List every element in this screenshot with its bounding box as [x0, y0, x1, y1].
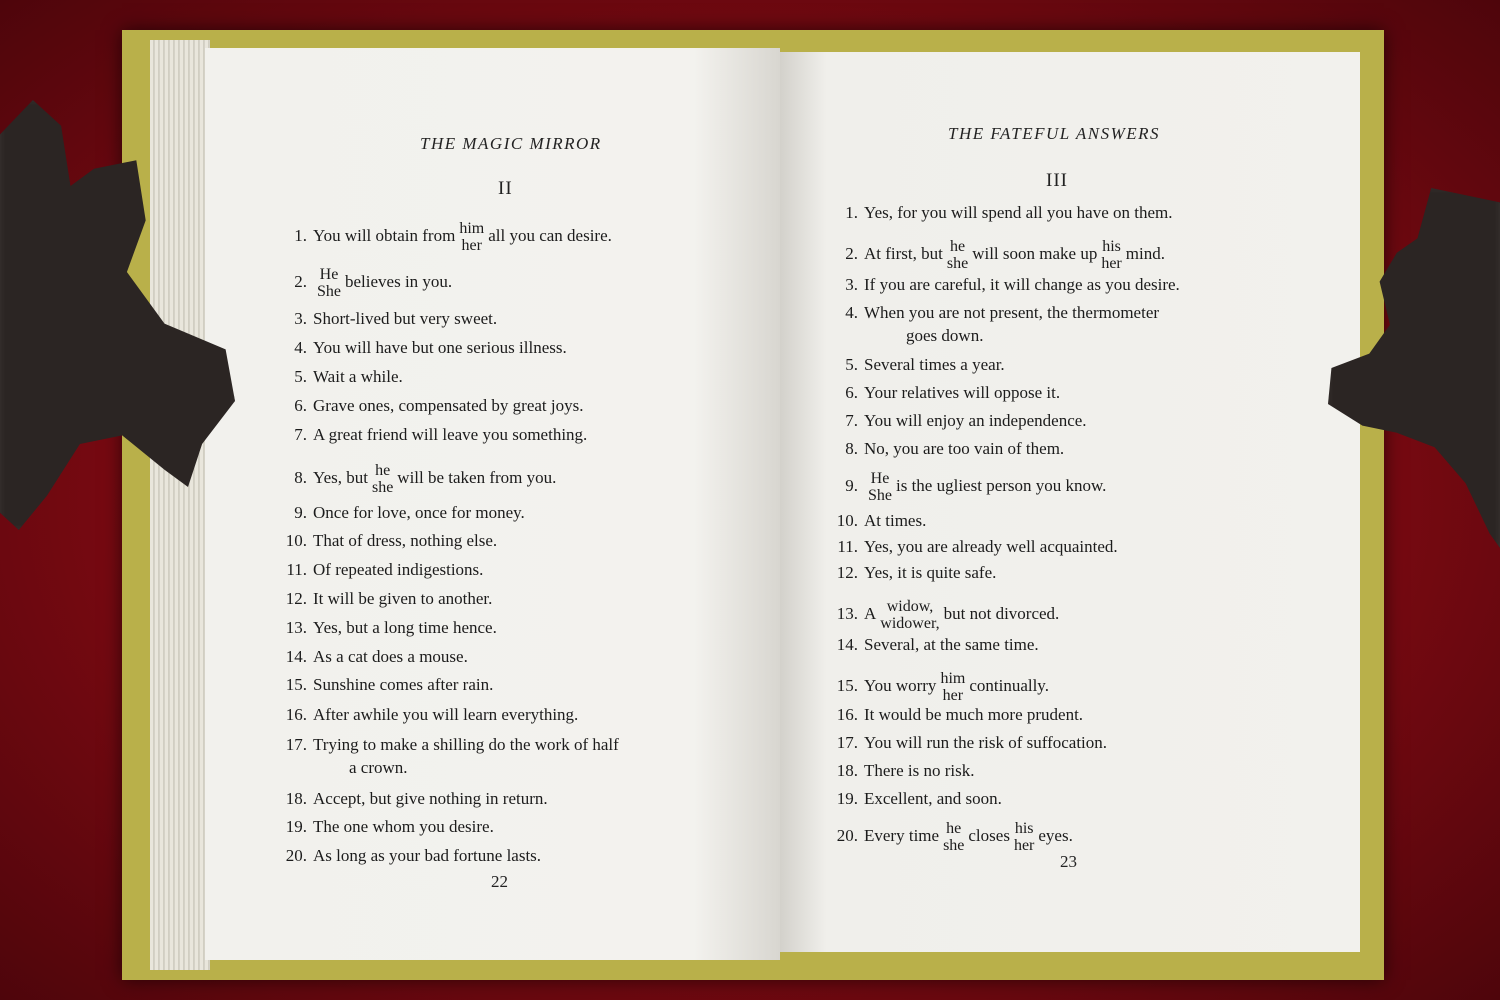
item-text: Excellent, and soon.	[864, 789, 1002, 808]
answer-item	[828, 354, 1005, 376]
item-continuation: goes down.	[906, 326, 984, 345]
pronoun-stack	[317, 266, 341, 300]
section-number: II	[498, 178, 513, 199]
pronoun-stack	[1014, 820, 1034, 854]
pronoun-option: her	[1101, 255, 1122, 272]
pronoun-stack	[1101, 238, 1121, 272]
item-continuation: a crown.	[349, 758, 408, 777]
pronoun-option: he	[949, 238, 966, 255]
pronoun-option: widower,	[880, 615, 940, 632]
item-number: 13.	[836, 603, 858, 623]
answer-item	[277, 674, 493, 696]
pronoun-option: she	[946, 255, 969, 272]
item-number: 17.	[285, 735, 307, 754]
item-number: 2.	[294, 271, 307, 291]
item-text: Every time	[864, 825, 940, 845]
answer-item	[828, 536, 1118, 558]
item-number: 15.	[836, 675, 858, 695]
pronoun-stack	[943, 820, 964, 854]
pronoun-option: She	[868, 487, 892, 504]
pronoun-stack	[459, 220, 484, 254]
item-number: 4.	[845, 303, 858, 322]
answer-item	[277, 366, 403, 388]
running-head: THE FATEFUL ANSWERS	[948, 124, 1161, 143]
page-number: 23	[1060, 852, 1077, 871]
right-page	[780, 52, 1360, 952]
item-number: 15.	[285, 675, 307, 694]
item-text: Sunshine comes after rain.	[313, 675, 494, 694]
item-text: Once for love, once for money.	[313, 503, 525, 522]
answer-item	[828, 598, 1059, 632]
item-number: 14.	[836, 635, 858, 654]
answer-item	[828, 410, 1087, 432]
answer-item	[828, 732, 1107, 754]
pronoun-option: She	[317, 283, 341, 300]
pronoun-stack	[947, 238, 968, 272]
item-text: As long as your bad fortune lasts.	[313, 846, 542, 865]
answer-item	[828, 438, 1064, 460]
item-text: You will enjoy an independence.	[864, 411, 1087, 430]
answer-item	[828, 382, 1060, 404]
item-text: Accept, but give nothing in return.	[313, 789, 548, 808]
answer-item	[277, 816, 494, 838]
answer-item	[828, 820, 1073, 854]
item-number: 12.	[836, 563, 858, 582]
answer-item	[277, 845, 541, 867]
page-edges	[150, 40, 210, 970]
item-text: The one whom you desire.	[313, 817, 494, 836]
item-text: believes in you.	[345, 271, 453, 291]
pronoun-option: widow,	[886, 598, 934, 615]
pronoun-option: he	[375, 462, 391, 479]
item-text: all you can desire.	[488, 225, 612, 245]
answer-item	[277, 220, 612, 254]
pronoun-stack	[372, 462, 393, 496]
left-page	[205, 48, 780, 960]
item-number: 10.	[836, 511, 858, 530]
item-text: Yes, you are already well acquainted.	[864, 537, 1118, 556]
answer-item	[277, 559, 483, 581]
item-number: 8.	[845, 439, 858, 458]
pronoun-option: him	[940, 670, 966, 687]
item-number: 7.	[845, 411, 858, 430]
section-number: III	[1046, 170, 1068, 191]
item-number: 10.	[285, 531, 307, 550]
answer-item	[277, 646, 468, 668]
item-number: 19.	[836, 789, 858, 808]
item-text: That of dress, nothing else.	[313, 531, 498, 550]
pronoun-option: He	[319, 266, 339, 283]
item-text: is the ugliest person you know.	[896, 475, 1107, 495]
item-number: 4.	[294, 338, 307, 357]
answer-item	[828, 510, 926, 532]
item-number: 16.	[836, 705, 858, 724]
item-text: Your relatives will oppose it.	[864, 383, 1061, 402]
answer-item	[828, 274, 1180, 296]
item-text: As a cat does a mouse.	[313, 647, 468, 666]
item-number: 9.	[294, 503, 307, 522]
item-number: 11.	[837, 537, 858, 556]
answer-item	[828, 562, 996, 584]
running-head: THE MAGIC MIRROR	[420, 134, 602, 153]
item-text: but not divorced.	[943, 603, 1060, 623]
answer-item	[277, 788, 548, 810]
item-text: It will be given to another.	[313, 589, 493, 608]
answer-item	[828, 238, 1165, 272]
answer-item	[828, 470, 1106, 504]
item-number: 20.	[285, 846, 307, 865]
item-text: Several times a year.	[864, 355, 1005, 374]
item-text: will be taken from you.	[397, 467, 557, 487]
item-text: It would be much more prudent.	[864, 705, 1084, 724]
item-number: 12.	[285, 589, 307, 608]
answer-item	[277, 395, 584, 417]
pronoun-option: she	[943, 837, 965, 854]
item-number: 16.	[285, 705, 307, 724]
pronoun-option: him	[459, 220, 485, 237]
answer-item	[828, 670, 1049, 704]
item-text: You will obtain from	[313, 225, 456, 245]
item-text: Trying to make a shilling do the work of half	[313, 735, 619, 754]
item-number: 7.	[294, 425, 307, 444]
pronoun-option: her	[1013, 837, 1035, 854]
item-number: 1.	[294, 225, 307, 245]
answer-item	[277, 424, 587, 446]
item-text: Of repeated indigestions.	[313, 560, 484, 579]
item-number: 20.	[836, 825, 858, 845]
item-text: No, you are too vain of them.	[864, 439, 1065, 458]
item-number: 17.	[836, 733, 858, 752]
item-number: 3.	[294, 309, 307, 328]
item-text: Several, at the same time.	[864, 635, 1039, 654]
answer-item	[828, 788, 1002, 810]
item-number: 6.	[845, 383, 858, 402]
answer-item	[277, 704, 578, 726]
answer-item	[828, 634, 1039, 656]
pronoun-option: his	[1014, 820, 1034, 837]
pronoun-option: his	[1102, 238, 1121, 255]
item-text: You will have but one serious illness.	[313, 338, 567, 357]
item-text: When you are not present, the thermometer	[864, 303, 1160, 322]
item-text: A great friend will leave you something.	[313, 425, 588, 444]
pronoun-option: she	[371, 479, 394, 496]
item-text: Yes, but	[313, 467, 368, 487]
item-text: Wait a while.	[313, 367, 403, 386]
answer-item	[828, 302, 1159, 324]
item-text: continually.	[969, 675, 1049, 695]
pronoun-option: her	[461, 237, 482, 254]
item-text: At times.	[864, 511, 927, 530]
answer-item	[828, 202, 1173, 224]
answer-item	[277, 337, 567, 359]
item-number: 3.	[845, 275, 858, 294]
item-text: Yes, it is quite safe.	[864, 563, 997, 582]
item-text: closes	[968, 825, 1010, 845]
item-text: If you are careful, it will change as you desire.	[864, 275, 1180, 294]
pronoun-stack	[880, 598, 939, 632]
item-number: 5.	[845, 355, 858, 374]
item-text: You will run the risk of suffocation.	[864, 733, 1108, 752]
pronoun-option: her	[942, 687, 964, 704]
item-text: Grave ones, compensated by great joys.	[313, 396, 584, 415]
item-text: will soon make up	[972, 243, 1098, 263]
answer-item	[277, 617, 497, 639]
answer-item	[277, 734, 619, 756]
item-text: Short-lived but very sweet.	[313, 309, 498, 328]
item-text: You worry	[864, 675, 937, 695]
item-number: 5.	[294, 367, 307, 386]
pronoun-option: he	[946, 820, 962, 837]
page-number: 22	[491, 872, 508, 891]
item-text: There is no risk.	[864, 761, 975, 780]
item-text: mind.	[1125, 243, 1165, 263]
answer-item	[277, 588, 492, 610]
item-text: After awhile you will learn everything.	[313, 705, 579, 724]
item-text: Yes, for you will spend all you have on them.	[864, 203, 1173, 222]
pronoun-stack	[940, 670, 965, 704]
pronoun-option: He	[870, 470, 890, 487]
item-text: Yes, but a long time hence.	[313, 618, 497, 637]
item-number: 9.	[845, 475, 858, 495]
item-number: 13.	[285, 618, 307, 637]
answer-item	[277, 530, 497, 552]
item-number: 11.	[286, 560, 307, 579]
item-text: A	[864, 603, 877, 623]
item-text: eyes.	[1038, 825, 1073, 845]
answer-item	[277, 308, 497, 330]
item-text: At first, but	[864, 243, 943, 263]
answer-item	[277, 502, 525, 524]
item-number: 18.	[836, 761, 858, 780]
answer-item	[828, 760, 974, 782]
item-number: 19.	[285, 817, 307, 836]
answer-item	[828, 704, 1083, 726]
pronoun-stack	[868, 470, 892, 504]
answer-item	[277, 266, 452, 300]
item-number: 14.	[285, 647, 307, 666]
answer-item	[277, 462, 556, 496]
item-number: 6.	[294, 396, 307, 415]
item-number: 8.	[294, 467, 307, 487]
item-number: 18.	[285, 789, 307, 808]
item-number: 2.	[845, 243, 858, 263]
item-number: 1.	[845, 203, 858, 222]
